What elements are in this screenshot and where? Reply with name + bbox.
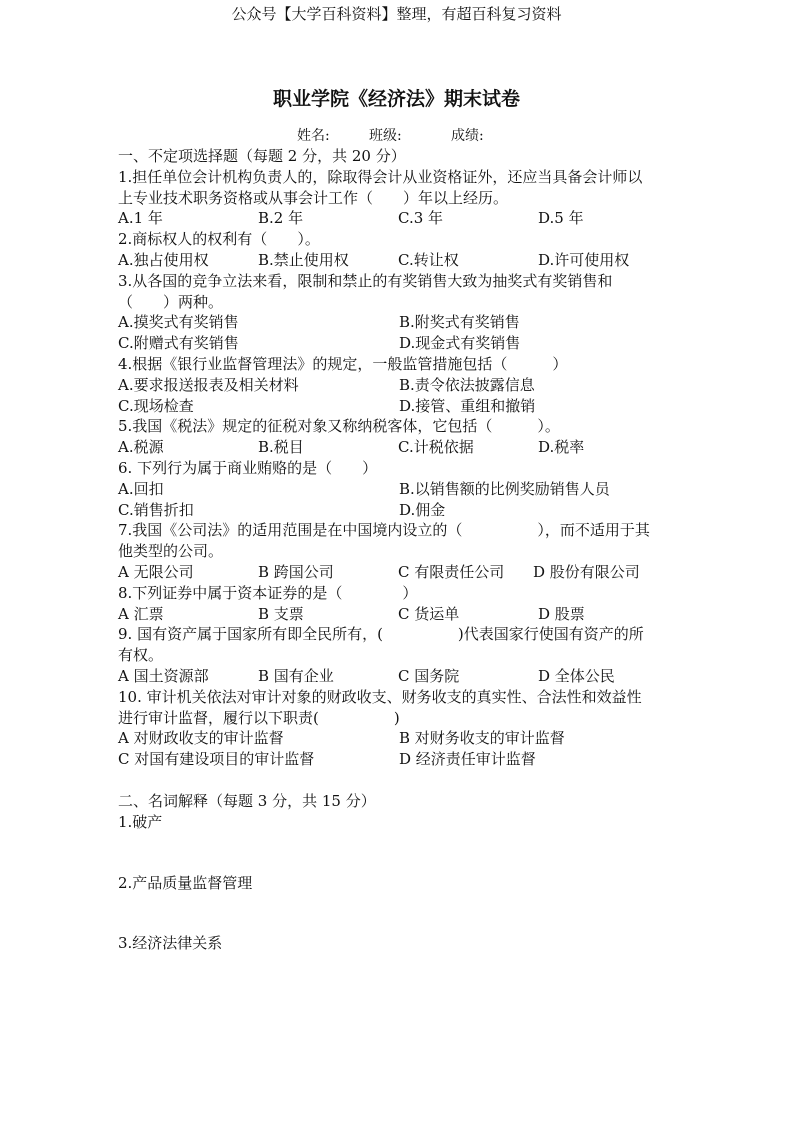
option: D 经济责任审计监督 (399, 750, 536, 769)
option: C.计税依据 (398, 438, 474, 457)
option: B.附奖式有奖销售 (399, 313, 520, 332)
option: B.2 年 (258, 209, 304, 228)
option: C 有限责任公司 (398, 562, 505, 581)
question-text: 5.我国《税法》规定的征税对象又称纳税客体，它包括（ ）。 (118, 417, 560, 436)
option: C.销售折扣 (118, 500, 194, 519)
class-label: 班级: (369, 128, 402, 144)
section-heading: 二、名词解释（每题 3 分，共 15 分） (118, 791, 376, 810)
option: A 国土资源部 (118, 666, 209, 685)
question-text: 他类型的公司。 (118, 542, 224, 561)
term-item: 2.产品质量监督管理 (118, 873, 253, 892)
option: D 股份有限公司 (533, 562, 640, 581)
question-text: 上专业技术职务资格或从事会计工作（ ）年以上经历。 (118, 188, 509, 207)
option: D.佣金 (399, 500, 446, 519)
option: A 对财政收支的审计监督 (118, 729, 284, 748)
option: D 全体公民 (538, 666, 615, 685)
option: A.摸奖式有奖销售 (118, 313, 239, 332)
exam-content (118, 146, 680, 954)
question-text: 10. 审计机关依法对审计对象的财政收支、财务收支的真实性、合法性和效益性 (118, 687, 642, 706)
option-row (118, 333, 680, 354)
option-row (118, 562, 680, 583)
option: D.现金式有奖销售 (399, 334, 521, 353)
option: A.要求报送报表及相关材料 (118, 375, 299, 394)
option-row (118, 604, 680, 625)
question-text: 2.商标权人的权利有（ ）。 (118, 230, 320, 249)
option: C.转让权 (398, 250, 459, 269)
option: A.1 年 (118, 209, 163, 228)
student-info-line (297, 127, 484, 145)
question-text: 3.从各国的竞争立法来看，限制和禁止的有奖销售大致为抽奖式有奖销售和 (118, 271, 613, 290)
option: B.税目 (258, 438, 304, 457)
option: B 跨国公司 (258, 562, 334, 581)
option-row (118, 479, 680, 500)
option: A.独占使用权 (118, 250, 209, 269)
question-text: 8.下列证券中属于资本证券的是（ ） (118, 583, 418, 602)
option-row (118, 396, 680, 417)
question-text: 9. 国有资产属于国家所有即全民所有，( )代表国家行使国有资产的所 (118, 625, 644, 644)
question-text: 1.担任单位会计机构负责人的，除取得会计从业资格证外，还应当具备会计师以 (118, 167, 643, 186)
option: B.禁止使用权 (258, 250, 349, 269)
option: A 汇票 (118, 604, 164, 623)
option: B 国有企业 (258, 666, 334, 685)
option: A.回扣 (118, 479, 164, 498)
header-note: 公众号【大学百科资料】整理，有超百科复习资料 (231, 5, 562, 23)
option-row (118, 666, 680, 687)
option: D.接管、重组和撤销 (399, 396, 536, 415)
term-item: 1.破产 (118, 812, 163, 831)
option-row (118, 312, 680, 333)
option: C.附赠式有奖销售 (118, 334, 239, 353)
question-text: 6. 下列行为属于商业贿赂的是（ ） (118, 458, 378, 477)
option: C 对国有建设项目的审计监督 (118, 750, 315, 769)
option: D.税率 (538, 438, 585, 457)
section-heading: 一、不定项选择题（每题 2 分，共 20 分） (118, 147, 406, 165)
option: D.许可使用权 (538, 250, 630, 269)
option: C.现场检查 (118, 396, 194, 415)
score-label: 成绩: (451, 128, 484, 144)
option-row (118, 749, 680, 770)
option-row (118, 728, 680, 749)
option: A.税源 (118, 438, 164, 457)
answer-space (118, 833, 680, 873)
spacer (118, 770, 680, 791)
exam-title: 职业学院《经济法》期末试卷 (272, 88, 520, 110)
question-text: 有权。 (118, 646, 164, 665)
name-label: 姓名: (297, 128, 330, 144)
option: B.责令依法披露信息 (399, 375, 535, 394)
option-row (118, 437, 680, 458)
term-item: 3.经济法律关系 (118, 934, 223, 953)
option: B 对财务收支的审计监督 (399, 729, 565, 748)
option: C.3 年 (398, 209, 444, 228)
option-row (118, 208, 680, 229)
question-text: 进行审计监督，履行以下职责( ) (118, 708, 400, 727)
option-row (118, 500, 680, 521)
option: C 货运单 (398, 604, 460, 623)
option: C 国务院 (398, 666, 460, 685)
option-row (118, 375, 680, 396)
option: B 支票 (258, 604, 304, 623)
question-text: 4.根据《银行业监督管理法》的规定，一般监管措施包括（ ） (118, 354, 568, 373)
question-text: （ ）两种。 (118, 292, 224, 311)
option: D 股票 (538, 604, 585, 623)
option: A 无限公司 (118, 562, 194, 581)
option: D.5 年 (538, 209, 584, 228)
option-row (118, 250, 680, 271)
answer-space (118, 893, 680, 933)
question-text: 7.我国《公司法》的适用范围是在中国境内设立的（ ），而不适用于其 (118, 521, 650, 540)
option: B.以销售额的比例奖励销售人员 (399, 479, 610, 498)
